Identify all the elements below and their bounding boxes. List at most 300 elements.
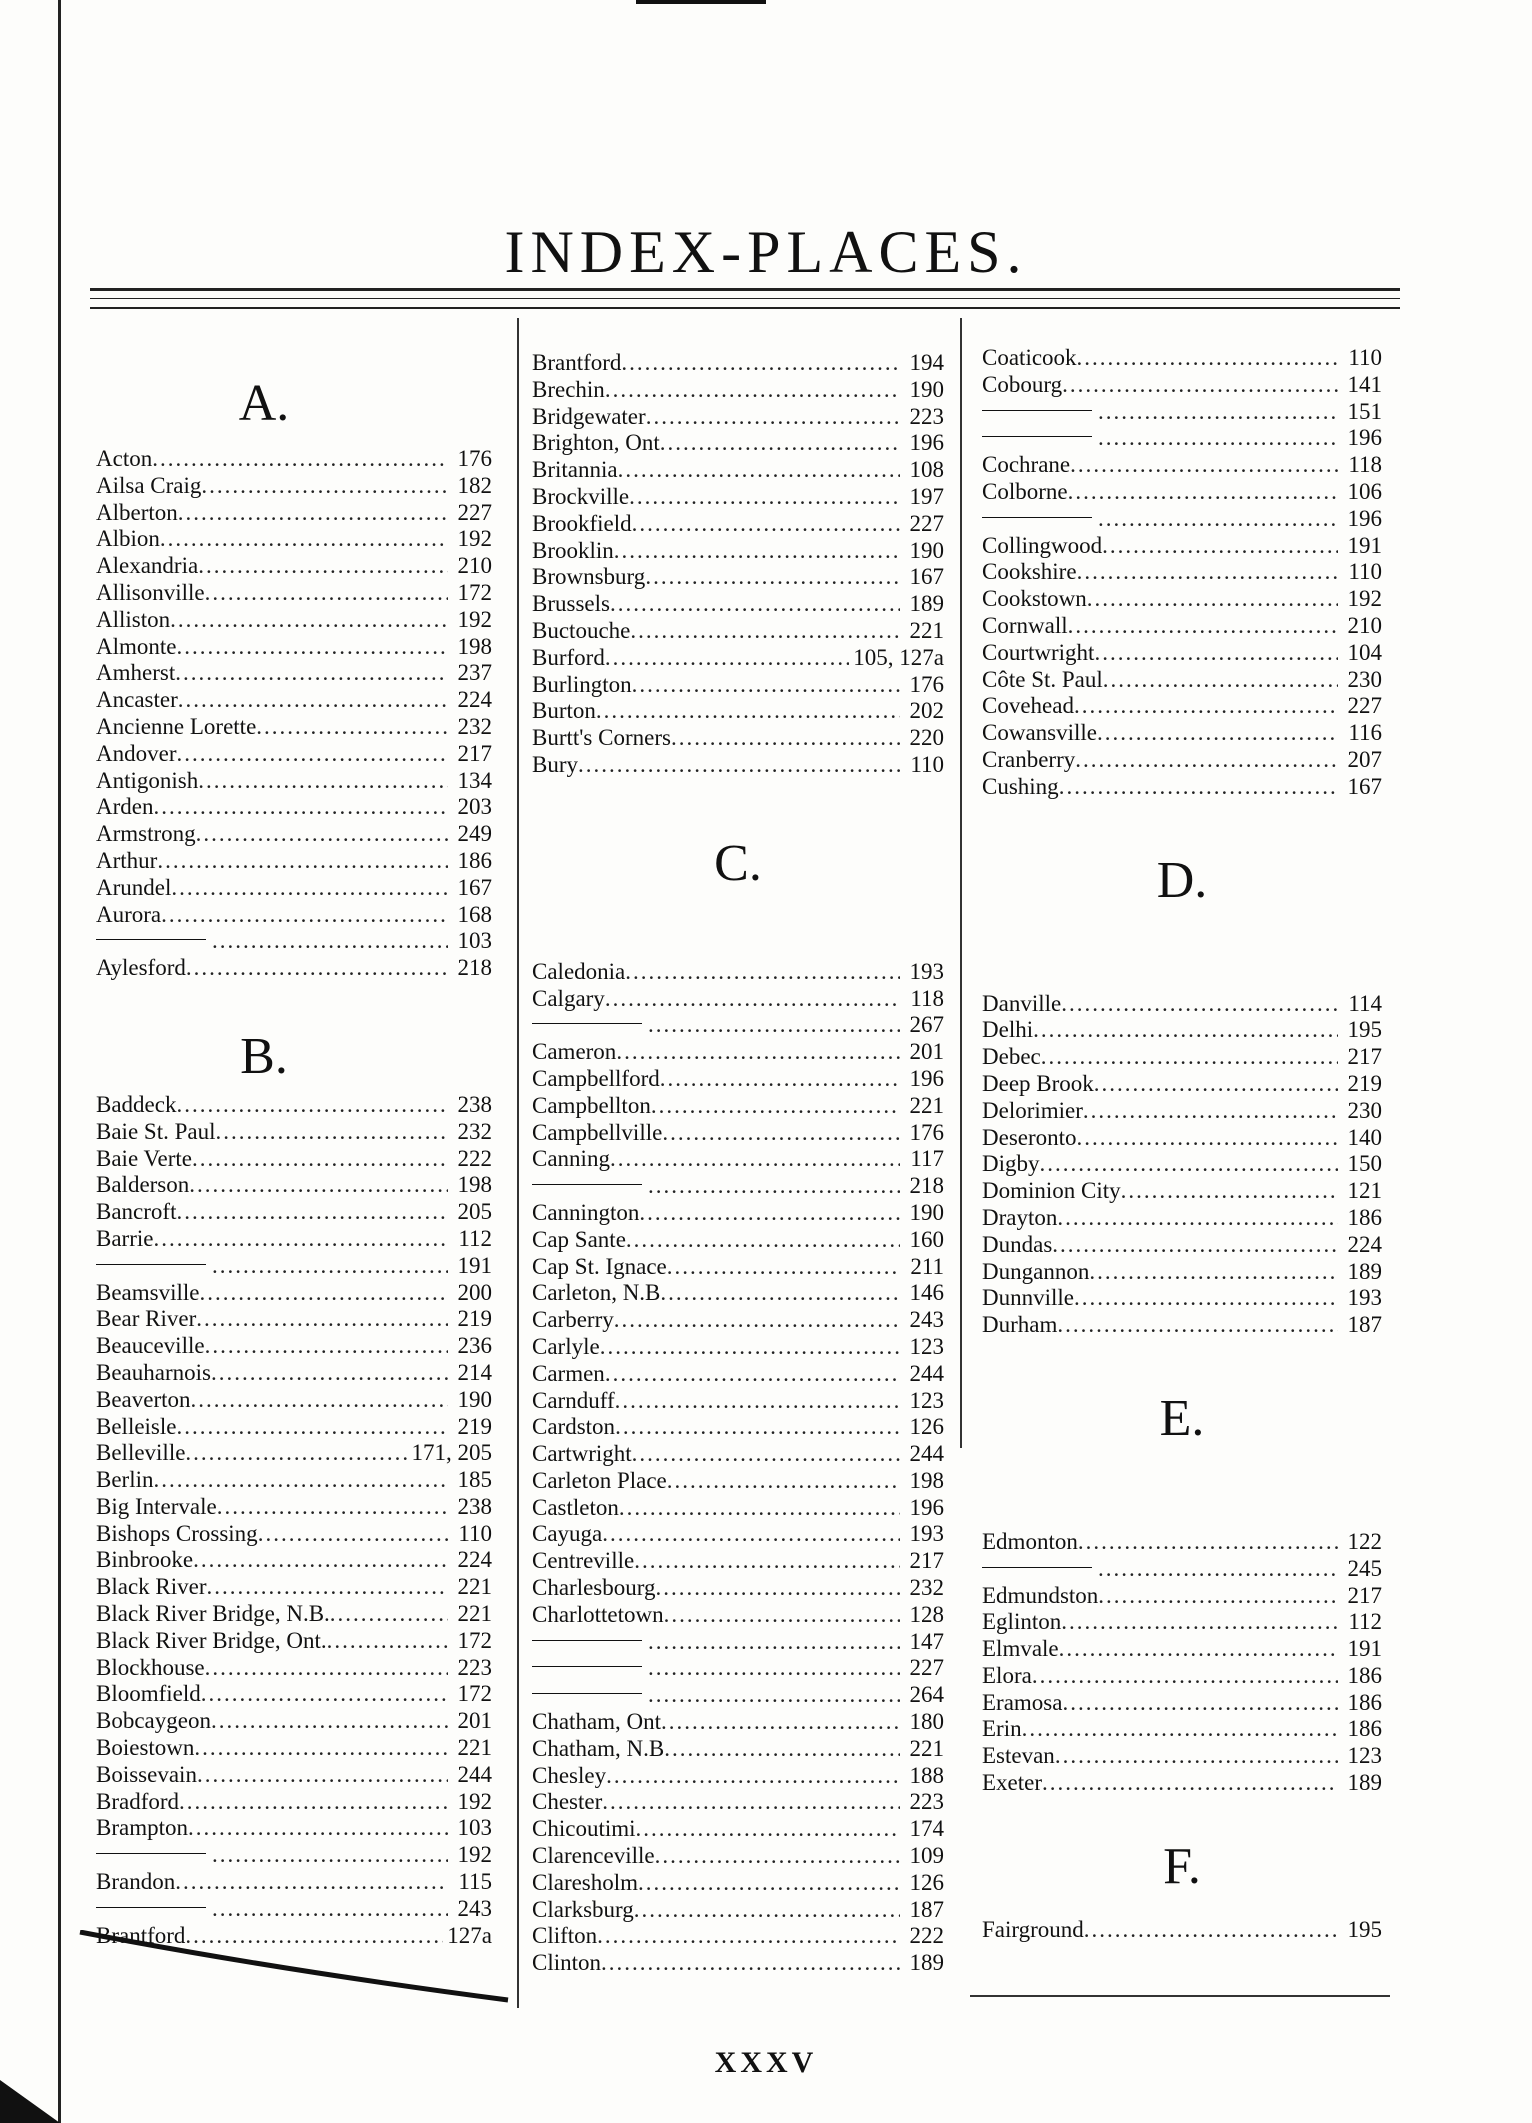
- index-entry: [96, 1842, 492, 1869]
- place-name-text: Caledonia: [532, 958, 626, 984]
- dot-leader: [212, 1253, 448, 1280]
- dot-leader: [667, 1254, 900, 1281]
- place-name-text: Charlottetown: [532, 1601, 664, 1627]
- entry-place-name: [532, 672, 632, 699]
- dot-leader: [1062, 372, 1338, 399]
- title-rule: [90, 288, 1400, 291]
- entry-place-name: [96, 714, 256, 741]
- continuation-dash: [532, 1184, 642, 1185]
- entry-page-number: 103: [457, 1815, 492, 1841]
- place-name-text: Chatham, N.B: [532, 1735, 665, 1761]
- dot-leader: [602, 1521, 900, 1548]
- entry-page-number: 219: [457, 1413, 492, 1439]
- index-entry: [982, 1017, 1382, 1044]
- index-entry: [96, 1172, 492, 1199]
- dot-leader: [605, 377, 900, 404]
- entry-place-name: [532, 1468, 667, 1495]
- index-entry: [532, 1280, 944, 1307]
- index-entry: [532, 1682, 944, 1709]
- title-rule-thin: [90, 298, 1400, 299]
- column-divider: [960, 318, 962, 1448]
- entry-place-name: [982, 1285, 1074, 1312]
- index-entry: [982, 1232, 1382, 1259]
- index-entry: [96, 902, 492, 929]
- index-entry: [96, 821, 492, 848]
- index-entry: [982, 1743, 1382, 1770]
- entry-place-name: [532, 1575, 656, 1602]
- entry-place-name: [532, 457, 618, 484]
- entry-place-name: [532, 377, 605, 404]
- entry-place-name: [96, 1655, 205, 1682]
- entry-page-number: 227: [1347, 693, 1382, 719]
- entry-place-name: [532, 986, 605, 1013]
- dot-leader: [205, 580, 448, 607]
- entry-place-name: [532, 1307, 614, 1334]
- entry-place-name: [96, 1708, 211, 1735]
- index-entry: [982, 613, 1382, 640]
- entry-page-number: 176: [457, 446, 492, 471]
- dot-leader: [597, 1923, 900, 1950]
- entry-place-name: [96, 1226, 153, 1253]
- index-entry: [982, 1071, 1382, 1098]
- entry-page-number: 191: [457, 1252, 492, 1278]
- dot-leader: [664, 1602, 900, 1629]
- entry-page-number: 220: [909, 725, 944, 751]
- place-name-text: Black River: [96, 1574, 207, 1600]
- entry-place-name: [982, 559, 1077, 586]
- dot-leader: [1083, 1098, 1338, 1125]
- entry-page-number: 222: [457, 1145, 492, 1171]
- entry-place-name: [982, 1609, 1061, 1636]
- entry-place-name: [96, 687, 178, 714]
- entry-page-number: 187: [909, 1896, 944, 1922]
- dot-leader: [671, 725, 900, 752]
- place-name-text: Bear River: [96, 1306, 197, 1332]
- entry-page-number: 221: [457, 1601, 492, 1627]
- index-entry: [532, 1173, 944, 1200]
- dot-leader: [648, 1682, 900, 1709]
- dot-leader: [667, 1468, 900, 1495]
- dot-leader: [578, 752, 900, 779]
- entry-page-number: 192: [457, 526, 492, 552]
- dot-leader: [154, 1467, 449, 1494]
- entry-place-name: [532, 484, 629, 511]
- place-name-text: Cameron: [532, 1039, 617, 1065]
- dot-leader: [186, 955, 448, 982]
- dot-leader: [1059, 1636, 1338, 1663]
- entry-page-number: 140: [1347, 1124, 1382, 1150]
- entry-page-number: 198: [457, 1172, 492, 1198]
- dot-leader: [176, 1414, 448, 1441]
- entry-page-number: 193: [909, 958, 944, 984]
- dot-leader: [211, 1708, 448, 1735]
- entry-page-number: 211: [910, 1253, 944, 1279]
- place-name-text: Claresholm: [532, 1869, 639, 1895]
- dot-leader: [176, 1199, 448, 1226]
- dot-leader: [152, 446, 448, 473]
- entry-page-number: 176: [909, 1119, 944, 1145]
- entry-page-number: 219: [1347, 1070, 1382, 1096]
- index-entry: [96, 714, 492, 741]
- dot-leader: [660, 1066, 900, 1093]
- entry-place-name: [96, 1735, 194, 1762]
- entry-page-number: 190: [909, 376, 944, 402]
- entry-place-name: [96, 1815, 188, 1842]
- dot-leader: [198, 768, 448, 795]
- entry-place-name: [532, 752, 578, 779]
- place-name-text: Dungannon: [982, 1258, 1090, 1284]
- entry-place-name: [532, 1361, 605, 1388]
- entry-place-name: [96, 1172, 189, 1199]
- index-entry: [982, 559, 1382, 586]
- entry-page-number: 210: [457, 553, 492, 579]
- dot-leader: [1077, 1125, 1338, 1152]
- index-entry: [532, 1093, 944, 1120]
- index-entry: [96, 1655, 492, 1682]
- entry-page-number: 200: [457, 1279, 492, 1305]
- dot-leader: [217, 1494, 448, 1521]
- entry-page-number: 105, 127a: [853, 644, 944, 670]
- place-name-text: Alberton: [96, 499, 178, 525]
- place-name-text: Delhi: [982, 1017, 1034, 1043]
- index-entry: [982, 1636, 1382, 1663]
- entry-page-number: 110: [458, 1520, 492, 1546]
- place-name-text: Black River Bridge, Ont.: [96, 1627, 327, 1653]
- entry-place-name: [96, 1414, 176, 1441]
- place-name-text: Aylesford: [96, 955, 186, 981]
- place-name-text: Collingwood: [982, 532, 1103, 558]
- index-entry: [982, 1259, 1382, 1286]
- index-entry: [982, 1770, 1382, 1797]
- entry-place-name: [532, 1709, 661, 1736]
- place-name-text: Cartwright: [532, 1441, 632, 1467]
- entry-page-number: 168: [457, 901, 492, 927]
- entry-place-name: [532, 1629, 648, 1656]
- entry-page-number: 214: [457, 1359, 492, 1385]
- dot-leader: [189, 1172, 448, 1199]
- index-entry: [532, 538, 944, 565]
- entry-page-number: 244: [909, 1441, 944, 1467]
- dot-leader: [211, 1360, 448, 1387]
- entry-place-name: [532, 430, 660, 457]
- continuation-dash: [96, 1907, 206, 1908]
- index-entry: [532, 1227, 944, 1254]
- entry-place-name: [96, 768, 198, 795]
- index-entry: [982, 693, 1382, 720]
- entry-page-number: 223: [457, 1654, 492, 1680]
- entry-page-number: 197: [909, 483, 944, 509]
- dot-leader: [177, 634, 449, 661]
- entry-place-name: [96, 875, 171, 902]
- index-entry: [532, 1361, 944, 1388]
- entry-place-name: [532, 1521, 602, 1548]
- entry-place-name: [532, 1495, 619, 1522]
- entry-place-name: [96, 1467, 154, 1494]
- entry-place-name: [532, 725, 671, 752]
- entry-place-name: [96, 1092, 176, 1119]
- entry-place-name: [96, 1280, 199, 1307]
- dot-leader: [634, 1548, 900, 1575]
- entry-place-name: [96, 1494, 217, 1521]
- entry-page-number: 221: [457, 1735, 492, 1761]
- page-title: INDEX-PLACES.: [504, 219, 1028, 285]
- section-letter-a: A.: [238, 375, 290, 432]
- entry-place-name: [96, 741, 176, 768]
- dot-leader: [1077, 345, 1338, 372]
- entry-place-name: [532, 591, 610, 618]
- index-entry: [96, 1762, 492, 1789]
- place-name-text: Covehead: [982, 693, 1074, 719]
- index-entry: [532, 698, 944, 725]
- index-entry: [982, 1098, 1382, 1125]
- place-name-text: Chester: [532, 1789, 603, 1815]
- place-name-text: Balderson: [96, 1172, 190, 1198]
- dot-leader: [630, 618, 900, 645]
- place-name-text: Dominion City: [982, 1178, 1121, 1204]
- entry-place-name: [982, 1716, 1022, 1743]
- entry-place-name: [96, 902, 161, 929]
- entry-page-number: 189: [1347, 1770, 1382, 1796]
- entry-page-number: 210: [1347, 612, 1382, 638]
- section-letter-f: F.: [1163, 1837, 1201, 1895]
- index-entry: [982, 479, 1382, 506]
- entry-place-name: [532, 1012, 648, 1039]
- index-entry: [982, 533, 1382, 560]
- place-name-text: Dundas: [982, 1231, 1053, 1257]
- entry-page-number: 193: [909, 1521, 944, 1547]
- place-name-text: Cochrane: [982, 452, 1071, 478]
- dot-leader: [1075, 747, 1338, 774]
- section-letter-b: B.: [240, 1027, 288, 1085]
- entry-page-number: 191: [1347, 1636, 1382, 1662]
- place-name-text: Clarenceville: [532, 1843, 655, 1869]
- place-name-text: Cap St. Ignace: [532, 1253, 667, 1279]
- entry-place-name: [982, 533, 1102, 560]
- place-name-text: Coaticook: [982, 345, 1077, 370]
- index-entry: [982, 1044, 1382, 1071]
- entry-page-number: 207: [1347, 746, 1382, 772]
- continuation-dash: [532, 1666, 642, 1667]
- place-name-text: Chesley: [532, 1762, 607, 1788]
- entry-place-name: [532, 1870, 638, 1897]
- dot-leader: [1062, 1690, 1338, 1717]
- dot-leader: [1022, 1716, 1338, 1743]
- entry-place-name: [982, 1917, 1084, 1944]
- entry-page-number: 237: [457, 660, 492, 686]
- index-entry: [532, 986, 944, 1013]
- index-entry: [96, 1681, 492, 1708]
- index-entry: [96, 660, 492, 687]
- dot-leader: [636, 1816, 901, 1843]
- index-entry: [532, 1897, 944, 1924]
- entry-page-number: 196: [1347, 505, 1382, 531]
- dot-leader: [170, 607, 448, 634]
- index-entry: [532, 1307, 944, 1334]
- entry-page-number: 238: [457, 1091, 492, 1117]
- entry-place-name: [532, 1843, 655, 1870]
- entry-page-number: 147: [909, 1628, 944, 1654]
- dot-leader: [621, 350, 900, 377]
- entry-place-name: [96, 660, 175, 687]
- index-entry: [982, 1690, 1382, 1717]
- dot-leader: [191, 1387, 448, 1414]
- place-name-text: Centreville: [532, 1548, 635, 1574]
- index-entry: [982, 1716, 1382, 1743]
- entry-place-name: [532, 1173, 648, 1200]
- place-name-text: Beamsville: [96, 1279, 200, 1305]
- entry-page-number: 221: [909, 1092, 944, 1118]
- place-name-text: Armstrong: [96, 821, 196, 847]
- dot-leader: [327, 1628, 448, 1655]
- index-entry: [982, 1663, 1382, 1690]
- index-entry: [96, 1280, 492, 1307]
- place-name-text: Belleisle: [96, 1413, 177, 1439]
- entry-page-number: 196: [909, 1065, 944, 1091]
- entry-place-name: [96, 848, 157, 875]
- place-name-text: Cayuga: [532, 1521, 603, 1547]
- continuation-dash: [982, 1567, 1092, 1568]
- entry-place-name: [982, 1098, 1083, 1125]
- dot-leader: [615, 1414, 900, 1441]
- dot-leader: [615, 1388, 900, 1415]
- index-entry: [532, 350, 944, 377]
- dot-leader: [1068, 613, 1338, 640]
- entry-page-number: 117: [910, 1146, 944, 1172]
- place-name-text: Cookstown: [982, 586, 1087, 612]
- dot-leader: [648, 1629, 900, 1656]
- place-name-text: Bobcaygeon: [96, 1708, 211, 1734]
- entry-place-name: [982, 399, 1098, 426]
- index-entry: [96, 500, 492, 527]
- dot-leader: [256, 714, 448, 741]
- place-name-text: Carleton Place: [532, 1467, 667, 1493]
- index-entry: [96, 1092, 492, 1119]
- place-name-text: Carleton, N.B: [532, 1280, 661, 1306]
- entry-place-name: [532, 1602, 664, 1629]
- page-number: XXXV: [714, 2046, 818, 2079]
- entry-place-name: [96, 446, 152, 473]
- place-name-text: Brookfield: [532, 510, 632, 536]
- dot-leader: [605, 1361, 900, 1388]
- dot-leader: [201, 473, 448, 500]
- entry-page-number: 243: [457, 1895, 492, 1921]
- dot-leader: [638, 1870, 900, 1897]
- entry-page-number: 245: [1347, 1555, 1382, 1581]
- dot-leader: [196, 1306, 448, 1333]
- index-entry: [982, 1125, 1382, 1152]
- section-letter-e: E.: [1159, 1389, 1205, 1447]
- place-name-text: Courtwright: [982, 639, 1095, 665]
- place-name-text: Debec: [982, 1044, 1041, 1070]
- entry-place-name: [96, 955, 186, 982]
- entry-place-name: [96, 500, 178, 527]
- dot-leader: [648, 1012, 900, 1039]
- entry-place-name: [532, 618, 630, 645]
- entry-place-name: [982, 1205, 1057, 1232]
- place-name-text: Black River Bridge, N.B.: [96, 1601, 330, 1627]
- entry-page-number: 108: [909, 457, 944, 483]
- index-entry: [96, 1574, 492, 1601]
- place-name-text: Burtt's Corners: [532, 725, 671, 751]
- entry-page-number: 192: [457, 1842, 492, 1868]
- index-entry: [982, 774, 1382, 801]
- index-entry: [982, 720, 1382, 747]
- entry-page-number: 222: [909, 1923, 944, 1949]
- entry-page-number: 224: [457, 687, 492, 713]
- entry-place-name: [532, 1334, 600, 1361]
- index-entry: [982, 667, 1382, 694]
- index-entry: [982, 1285, 1382, 1312]
- place-name-text: Aurora: [96, 901, 162, 927]
- entry-place-name: [532, 1950, 601, 1977]
- entry-place-name: [96, 928, 212, 955]
- entry-page-number: 167: [1347, 773, 1382, 799]
- index-entry: [532, 1120, 944, 1147]
- dot-leader: [606, 1763, 900, 1790]
- index-entry: [96, 1494, 492, 1521]
- entry-page-number: 186: [1347, 1204, 1382, 1230]
- index-entry: [96, 1601, 492, 1628]
- corner-shadow: [0, 2080, 60, 2123]
- entry-page-number: 167: [909, 564, 944, 590]
- entry-page-number: 110: [910, 751, 944, 777]
- dot-leader: [1103, 667, 1338, 694]
- place-name-text: Eramosa: [982, 1689, 1063, 1715]
- entry-place-name: [532, 1548, 634, 1575]
- place-name-text: Acton: [96, 446, 153, 471]
- entry-page-number: 112: [458, 1225, 492, 1251]
- place-name-text: Brantford: [96, 1922, 186, 1948]
- place-name-text: Buctouche: [532, 617, 631, 643]
- entry-place-name: [96, 1119, 215, 1146]
- entry-place-name: [532, 1066, 660, 1093]
- place-name-text: Colborne: [982, 478, 1068, 504]
- dot-leader: [205, 1655, 448, 1682]
- index-entry: [982, 640, 1382, 667]
- index-entry: [982, 1556, 1382, 1583]
- place-name-text: Carberry: [532, 1307, 614, 1333]
- entry-page-number: 198: [457, 633, 492, 659]
- place-name-text: Amherst: [96, 660, 176, 686]
- index-entry: [96, 473, 492, 500]
- entry-place-name: [96, 580, 205, 607]
- entry-page-number: 195: [1347, 1017, 1382, 1043]
- entry-place-name: [982, 345, 1077, 372]
- place-name-text: Barrie: [96, 1225, 154, 1251]
- dot-leader: [1059, 774, 1338, 801]
- entry-page-number: 187: [1347, 1312, 1382, 1338]
- index-entry: [982, 1529, 1382, 1556]
- dot-leader: [625, 959, 900, 986]
- entry-page-number: 201: [909, 1039, 944, 1065]
- dot-leader: [198, 553, 448, 580]
- index-entry: [532, 1388, 944, 1415]
- place-name-text: Danville: [982, 990, 1062, 1016]
- index-entry: [532, 752, 944, 779]
- entry-place-name: [96, 1333, 205, 1360]
- index-entry: [96, 794, 492, 821]
- section-a-entries: [96, 446, 492, 982]
- entry-page-number: 190: [457, 1386, 492, 1412]
- entry-place-name: [96, 1306, 196, 1333]
- place-name-text: Estevan: [982, 1743, 1055, 1769]
- entry-place-name: [532, 1414, 615, 1441]
- section-e-entries: [982, 1529, 1382, 1797]
- index-entry: [532, 430, 944, 457]
- index-entry: [96, 1547, 492, 1574]
- place-name-text: Calgary: [532, 985, 605, 1011]
- place-name-text: Brandon: [96, 1869, 176, 1895]
